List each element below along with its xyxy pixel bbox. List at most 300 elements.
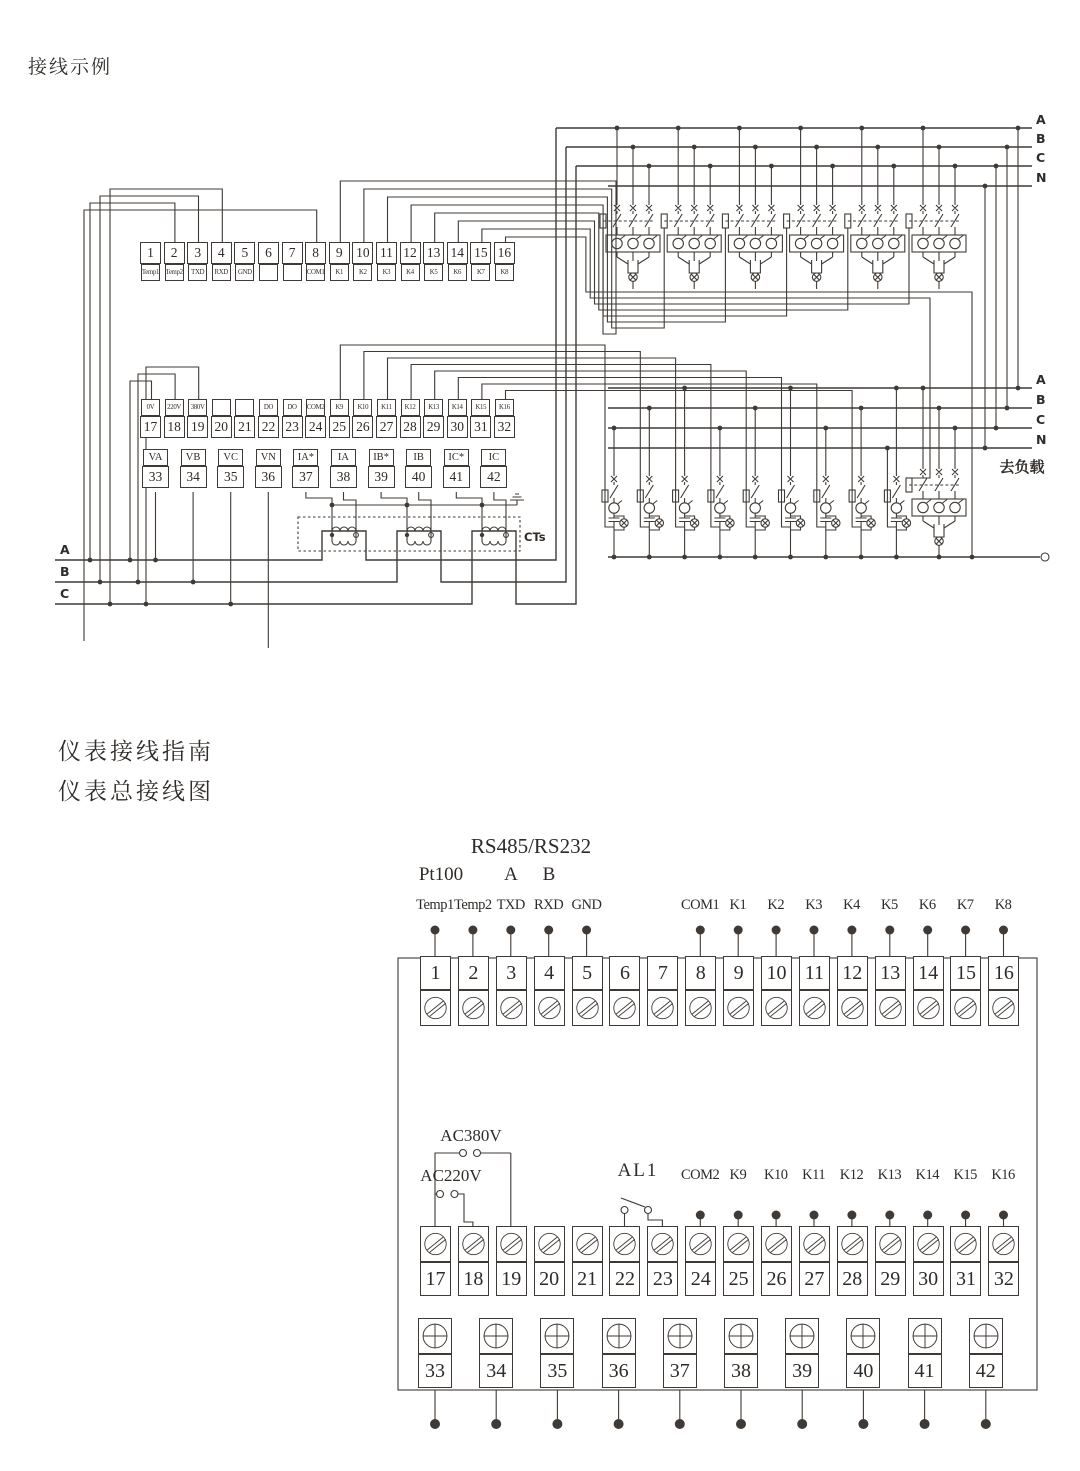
terminal-number: 6 [258, 242, 279, 264]
screw-terminal-icon [534, 990, 565, 1026]
terminal-number: 12 [837, 956, 868, 990]
terminal-number: 27 [376, 416, 397, 438]
terminal-number: 40 [846, 1354, 880, 1388]
terminal-cell [479, 1318, 513, 1388]
terminal-cell [494, 242, 515, 281]
terminal-cell [376, 242, 397, 281]
terminal-cell [988, 1226, 1019, 1296]
cross-screw-terminal-icon [663, 1318, 697, 1354]
screw-terminal-icon [837, 990, 868, 1026]
signal-label: COM1 [681, 897, 720, 913]
bus-label: B [60, 564, 70, 579]
cross-screw-terminal-icon [846, 1318, 880, 1354]
terminal-cell [799, 956, 830, 1026]
terminal-number: 3 [187, 242, 208, 264]
screw-terminal-icon [988, 990, 1019, 1026]
ground-icon [510, 494, 524, 505]
terminal-number: 24 [305, 416, 326, 438]
terminal-label: K2 [353, 264, 372, 281]
terminal-cell [572, 956, 603, 1026]
bus-label: C [1036, 412, 1046, 427]
screw-terminal-icon [647, 1226, 678, 1262]
screw-terminal-icon [799, 1226, 830, 1262]
terminal-cell [647, 956, 678, 1026]
screw-terminal-icon [761, 1226, 792, 1262]
terminal-label: K16 [495, 399, 514, 416]
terminal-number: 39 [785, 1354, 819, 1388]
terminal-label: K12 [401, 399, 420, 416]
terminal-number: 30 [447, 416, 468, 438]
terminal-label: IB* [369, 449, 394, 466]
terminal-cell [234, 399, 255, 438]
terminal-number: 7 [647, 956, 678, 990]
terminal-cell [140, 242, 161, 281]
terminal-label [212, 399, 231, 416]
terminal-cell [799, 1226, 830, 1296]
terminal-number: 16 [988, 956, 1019, 990]
terminal-label: K14 [448, 399, 467, 416]
ac-supply-wires [435, 1150, 511, 1229]
terminal-label: 380V [188, 399, 207, 416]
terminal-label: K3 [377, 264, 396, 281]
terminal-cell [140, 399, 161, 438]
cross-screw-terminal-icon [908, 1318, 942, 1354]
signal-label: K13 [877, 1167, 902, 1183]
terminal-number: 21 [572, 1262, 603, 1296]
terminal-cell [724, 1318, 758, 1388]
terminal-number: 18 [164, 416, 185, 438]
terminal-label: K13 [424, 399, 443, 416]
screw-terminal-icon [685, 1226, 716, 1262]
bus-label: B [1036, 392, 1046, 407]
bottom-terminal-row-1-16 [420, 956, 1019, 1026]
terminal-cell [534, 1226, 565, 1296]
com2-k-labels [681, 1167, 1022, 1184]
terminal-cell [496, 956, 527, 1026]
terminal-cell [400, 399, 421, 438]
terminal-label: K1 [330, 264, 349, 281]
terminal-number: 36 [602, 1354, 636, 1388]
guide-heading: 仪表接线指南 [58, 738, 214, 764]
signal-label: K8 [994, 897, 1012, 913]
terminal-number: 7 [282, 242, 303, 264]
signal-label: K3 [805, 897, 822, 913]
terminal-cell [609, 956, 640, 1026]
terminal-cell [494, 399, 515, 438]
terminal-number: 16 [494, 242, 515, 264]
left-mains-lines [55, 128, 576, 604]
terminal-number: 8 [305, 242, 326, 264]
terminal-cell [211, 242, 232, 281]
terminal-label: DO [283, 399, 302, 416]
terminal-number: 14 [913, 956, 944, 990]
rs485-a-label: A [504, 864, 518, 885]
terminal-number: 28 [837, 1262, 868, 1296]
screw-terminal-icon [534, 1226, 565, 1262]
terminal-cell [685, 1226, 716, 1296]
terminal-number: 18 [458, 1262, 489, 1296]
screw-terminal-icon [988, 1226, 1019, 1262]
bus-label: A [1036, 112, 1046, 127]
terminal-number: 9 [329, 242, 350, 264]
terminal-number: 5 [234, 242, 255, 264]
terminal-cell [443, 449, 470, 488]
terminal-strip-1-16 [140, 242, 515, 281]
terminal-cell [837, 956, 868, 1026]
terminal-number: 28 [400, 416, 421, 438]
terminal-label: Temp1 [141, 264, 160, 281]
terminal-label: K9 [330, 399, 349, 416]
signal-label: TXD [496, 897, 525, 913]
terminal-cell [187, 242, 208, 281]
terminal-cell [352, 399, 373, 438]
terminal-number: 21 [234, 416, 255, 438]
screw-terminal-icon [913, 990, 944, 1026]
row3-wires [430, 1390, 991, 1429]
bus-label: C [60, 586, 70, 601]
cross-screw-terminal-icon [540, 1318, 574, 1354]
terminal-cell [572, 1226, 603, 1296]
terminal-cell [534, 956, 565, 1026]
screw-terminal-icon [609, 990, 640, 1026]
terminal-cell [420, 1226, 451, 1296]
terminal-number: 33 [418, 1354, 452, 1388]
terminal-number: 23 [282, 416, 303, 438]
terminal-number: 34 [180, 466, 207, 488]
signal-label: K9 [729, 1167, 747, 1183]
screw-terminal-icon [761, 990, 792, 1026]
terminal-cell [875, 956, 906, 1026]
terminal-number: 42 [969, 1354, 1003, 1388]
terminal-cell [950, 1226, 981, 1296]
ac380v-label: AC380V [440, 1126, 502, 1145]
terminal-number: 38 [724, 1354, 758, 1388]
terminal-cell [282, 399, 303, 438]
signal-label: GND [571, 897, 602, 913]
signal-label: RXD [534, 897, 564, 913]
screw-terminal-icon [837, 1226, 868, 1262]
row1-wires [431, 926, 1009, 959]
screw-terminal-icon [723, 1226, 754, 1262]
terminal-number: 34 [479, 1354, 513, 1388]
terminal-label [259, 264, 278, 281]
terminal-cell [723, 1226, 754, 1296]
terminal-number: 4 [211, 242, 232, 264]
terminal-number: 15 [950, 956, 981, 990]
terminal-number: 5 [572, 956, 603, 990]
terminal-label: K5 [424, 264, 443, 281]
terminal-cell [458, 956, 489, 1026]
terminal-strip-17-32 [140, 399, 515, 438]
terminal-label: 220V [165, 399, 184, 416]
terminal-cell [447, 242, 468, 281]
terminal-cell [723, 956, 754, 1026]
signal-label: K4 [843, 897, 860, 913]
terminal-cell [164, 242, 185, 281]
overview-heading: 仪表总接线图 [58, 778, 214, 804]
screw-terminal-icon [496, 990, 527, 1026]
terminal-number: 13 [423, 242, 444, 264]
terminal-label: IA [331, 449, 356, 466]
signal-label: K2 [767, 897, 785, 913]
screw-terminal-icon [950, 1226, 981, 1262]
terminal-number: 27 [799, 1262, 830, 1296]
terminal-cell [602, 1318, 636, 1388]
terminal-cell [761, 956, 792, 1026]
terminal-cell [292, 449, 319, 488]
mid-bus-lines [608, 372, 1046, 476]
terminal-label: VB [181, 449, 206, 466]
terminal-number: 26 [761, 1262, 792, 1296]
top-diagram-title: 接线示例 [28, 57, 113, 78]
terminal-number: 22 [609, 1262, 640, 1296]
cross-screw-terminal-icon [602, 1318, 636, 1354]
terminal-label: K10 [353, 399, 372, 416]
terminal-cell [368, 449, 395, 488]
terminal-cell [142, 449, 169, 488]
terminal-cell [187, 399, 208, 438]
signal-label: COM2 [681, 1167, 720, 1183]
terminal-number: 1 [140, 242, 161, 264]
terminal-number: 13 [875, 956, 906, 990]
signal-label: K16 [991, 1167, 1015, 1183]
terminal-number: 25 [329, 416, 350, 438]
bus-label: C [1036, 150, 1046, 165]
terminal-cell [164, 399, 185, 438]
terminal-number: 9 [723, 956, 754, 990]
terminal-cell [400, 242, 421, 281]
terminal-number: 8 [685, 956, 716, 990]
rs485-label: RS485/RS232 [470, 834, 592, 858]
terminal-number: 35 [217, 466, 244, 488]
terminal-cell [282, 242, 303, 281]
terminal-label: DO [259, 399, 278, 416]
cross-screw-terminal-icon [418, 1318, 452, 1354]
temp-signal-labels [416, 897, 605, 914]
terminal-cell [258, 399, 279, 438]
screw-terminal-icon [572, 1226, 603, 1262]
terminal-cell [217, 449, 244, 488]
bus-label: N [1036, 432, 1047, 447]
terminal-number: 22 [258, 416, 279, 438]
terminal-cell [180, 449, 207, 488]
terminal-number: 10 [352, 242, 373, 264]
terminal-number: 3 [496, 956, 527, 990]
terminal-cell [846, 1318, 880, 1388]
terminal-cell [647, 1226, 678, 1296]
terminal-cell [423, 242, 444, 281]
bottom-terminal-row-17-32 [420, 1226, 1019, 1296]
terminal-number: 26 [352, 416, 373, 438]
bus-label: A [1036, 372, 1046, 387]
terminal-cell [258, 242, 279, 281]
terminal-number: 32 [988, 1262, 1019, 1296]
terminal-cell [305, 399, 326, 438]
terminal-cell [255, 449, 282, 488]
terminal-label: COM2 [306, 399, 325, 416]
terminal-cell [496, 1226, 527, 1296]
screw-terminal-icon [685, 990, 716, 1026]
mid-capacitor-units [608, 386, 1049, 561]
terminal-number: 1 [420, 956, 451, 990]
top-bus-lines [556, 112, 1046, 186]
terminal-number: 36 [255, 466, 282, 488]
terminal-number: 23 [647, 1262, 678, 1296]
terminal-label: K4 [401, 264, 420, 281]
terminal-cell [352, 242, 373, 281]
terminal-label: IC* [444, 449, 469, 466]
terminal-cell [837, 1226, 868, 1296]
screw-terminal-icon [799, 990, 830, 1026]
terminal-cell [875, 1226, 906, 1296]
terminal-cell [969, 1318, 1003, 1388]
terminal-number: 2 [164, 242, 185, 264]
screw-terminal-icon [723, 990, 754, 1026]
bottom-terminal-row-33-42 [418, 1318, 1003, 1388]
terminal-cell [470, 399, 491, 438]
terminal-cell [609, 1226, 640, 1296]
terminal-label: IB [406, 449, 431, 466]
terminal-number: 20 [211, 416, 232, 438]
terminal-number: 29 [423, 416, 444, 438]
screw-terminal-icon [420, 990, 451, 1026]
terminal-cell [211, 399, 232, 438]
screw-terminal-icon [496, 1226, 527, 1262]
terminal-label: Temp2 [165, 264, 184, 281]
current-transformers [298, 494, 546, 551]
terminal-number: 42 [480, 466, 507, 488]
terminal-number: 33 [142, 466, 169, 488]
terminal-label: K15 [471, 399, 490, 416]
terminal-cell [447, 399, 468, 438]
cross-screw-terminal-icon [724, 1318, 758, 1354]
screw-terminal-icon [458, 1226, 489, 1262]
terminal-number: 32 [494, 416, 515, 438]
terminal-cell [540, 1318, 574, 1388]
terminal-number: 37 [292, 466, 319, 488]
terminal-cell [423, 399, 444, 438]
top-capacitor-bank-groups [600, 126, 966, 289]
terminal-number: 17 [140, 416, 161, 438]
terminal-number: 25 [723, 1262, 754, 1296]
terminal-label: RXD [212, 264, 231, 281]
screw-terminal-icon [950, 990, 981, 1026]
terminal-label: VN [256, 449, 281, 466]
terminal-number: 2 [458, 956, 489, 990]
wiring-example-svg [0, 0, 1080, 690]
terminal-cell [988, 956, 1019, 1026]
al1-label: AL1 [617, 1160, 659, 1181]
terminal-label: GND [235, 264, 254, 281]
terminal-cell [685, 956, 716, 1026]
terminal-label: TXD [188, 264, 207, 281]
terminal-label: K11 [377, 399, 396, 416]
terminal-cell [908, 1318, 942, 1388]
screw-terminal-icon [420, 1226, 451, 1262]
terminal-cell [234, 242, 255, 281]
terminal-cell [405, 449, 432, 488]
terminal-label: VC [218, 449, 243, 466]
terminal-cell [420, 956, 451, 1026]
bus-label: B [1036, 131, 1046, 146]
terminal-number: 40 [405, 466, 432, 488]
terminal-number: 6 [609, 956, 640, 990]
terminal-cell [305, 242, 326, 281]
terminal-number: 4 [534, 956, 565, 990]
bus-label: N [1036, 170, 1047, 185]
terminal-cell [785, 1318, 819, 1388]
cross-screw-terminal-icon [785, 1318, 819, 1354]
signal-label: K14 [915, 1167, 940, 1183]
screw-terminal-icon [609, 1226, 640, 1262]
terminal-cell [330, 449, 357, 488]
terminal-cell [913, 956, 944, 1026]
terminal-cell [376, 399, 397, 438]
terminal-number: 19 [187, 416, 208, 438]
terminal-number: 12 [400, 242, 421, 264]
terminal-number: 15 [470, 242, 491, 264]
screw-terminal-icon [913, 1226, 944, 1262]
terminal-label: K6 [448, 264, 467, 281]
terminal-number: 24 [685, 1262, 716, 1296]
terminal-number: 11 [376, 242, 397, 264]
terminal-label: VA [143, 449, 168, 466]
terminal-label: K8 [495, 264, 514, 281]
terminal-cell [329, 399, 350, 438]
signal-label: K1 [729, 897, 747, 913]
k1-k8-control-wires [340, 181, 974, 559]
ac220v-label: AC220V [420, 1166, 482, 1185]
terminal-label: IA* [293, 449, 318, 466]
signal-label: K7 [956, 897, 974, 913]
terminal-strip-33-42 [142, 449, 507, 488]
terminal-number: 17 [420, 1262, 451, 1296]
terminal-number: 41 [908, 1354, 942, 1388]
signal-label: K6 [918, 897, 936, 913]
sense-wires [153, 492, 506, 648]
screw-terminal-icon [647, 990, 678, 1026]
bus-tie-wires [985, 128, 1018, 448]
terminal-cell [458, 1226, 489, 1296]
cts-label: CTs [524, 530, 546, 544]
screw-terminal-icon [572, 990, 603, 1026]
terminal-number: 11 [799, 956, 830, 990]
cross-screw-terminal-icon [479, 1318, 513, 1354]
terminal-number: 31 [950, 1262, 981, 1296]
terminal-cell [950, 956, 981, 1026]
terminal-number: 41 [443, 466, 470, 488]
screw-terminal-icon [875, 990, 906, 1026]
terminal-label [283, 264, 302, 281]
terminal-label: 0V [141, 399, 160, 416]
terminal-label: COM1 [306, 264, 325, 281]
terminal-label: IC [481, 449, 506, 466]
terminal-number: 38 [330, 466, 357, 488]
terminal-label [235, 399, 254, 416]
terminal-number: 29 [875, 1262, 906, 1296]
cross-screw-terminal-icon [969, 1318, 1003, 1354]
terminal-cell [329, 242, 350, 281]
terminal-number: 19 [496, 1262, 527, 1296]
screw-terminal-icon [458, 990, 489, 1026]
terminal-number: 20 [534, 1262, 565, 1296]
terminal-cell [913, 1226, 944, 1296]
signal-label: K11 [802, 1167, 826, 1183]
to-load-label: 去负载 [999, 458, 1045, 476]
signal-label: Temp1 [416, 897, 454, 913]
signal-label: Temp2 [454, 897, 492, 913]
terminal-cell [663, 1318, 697, 1388]
